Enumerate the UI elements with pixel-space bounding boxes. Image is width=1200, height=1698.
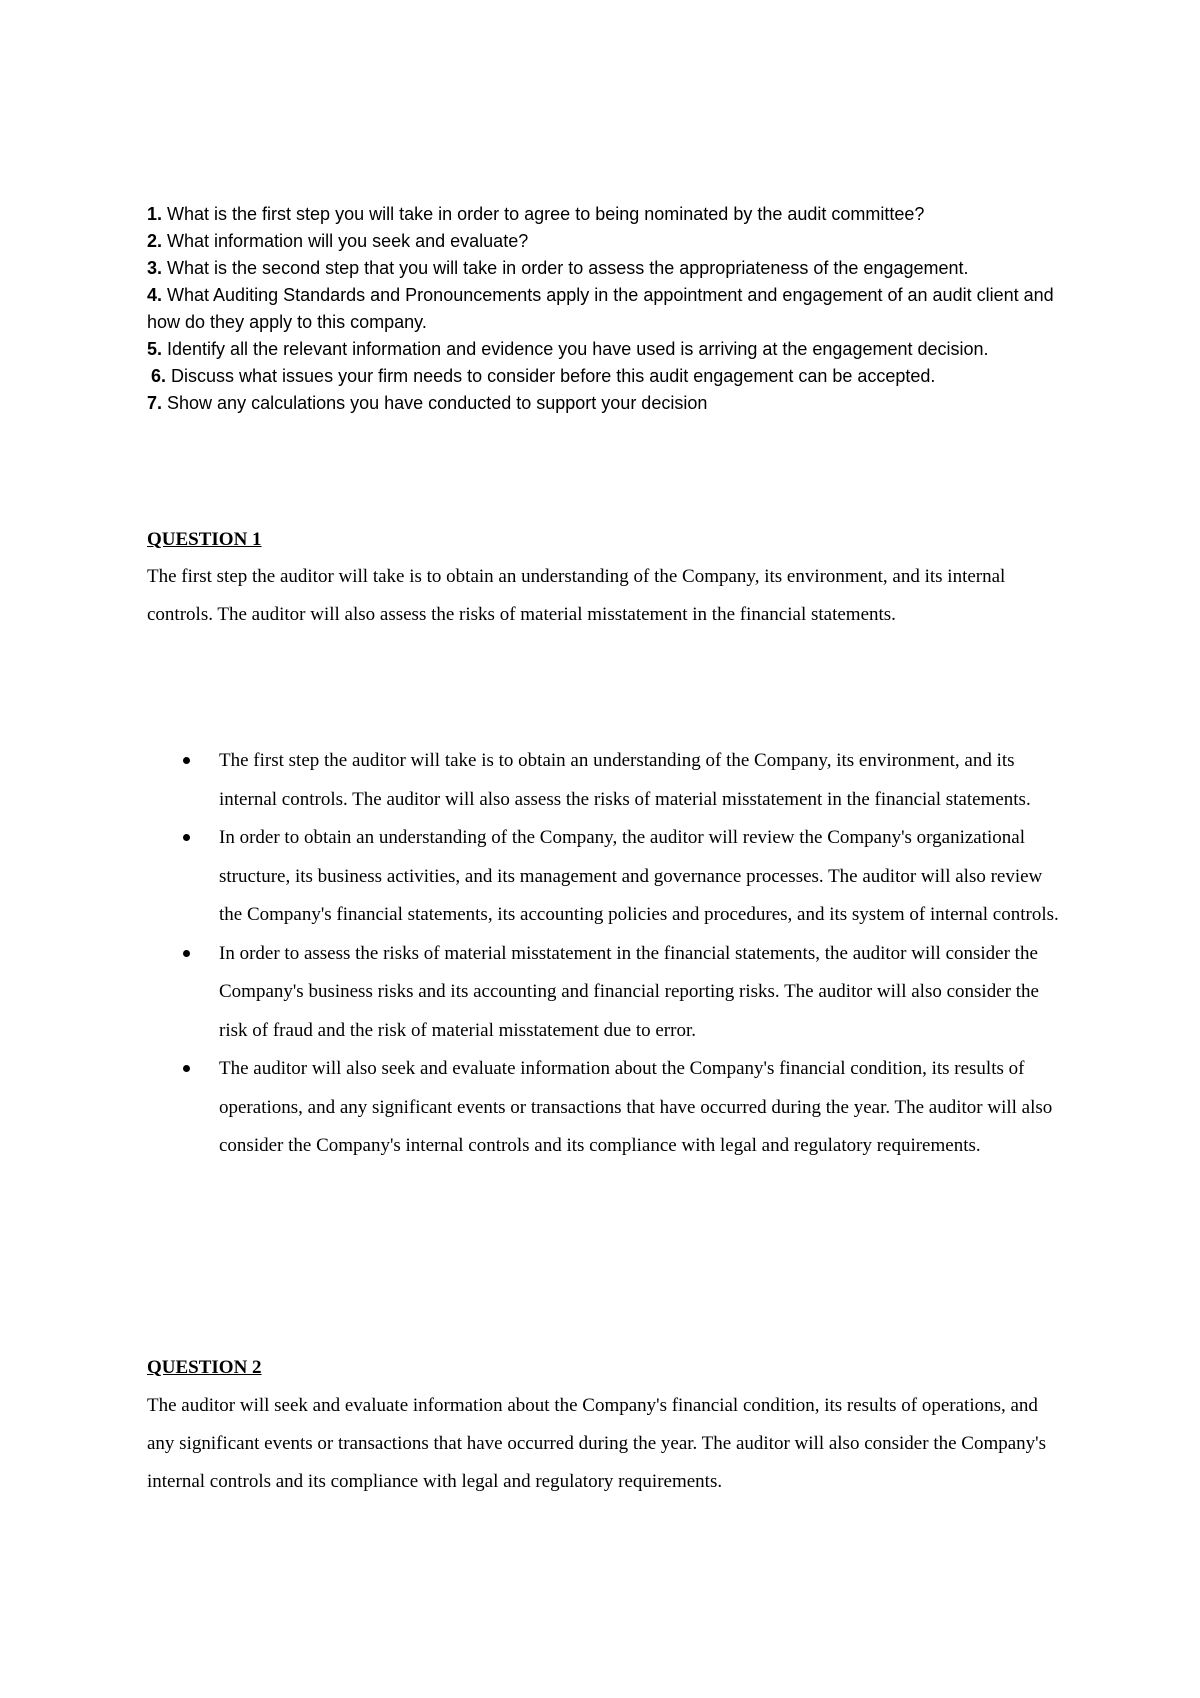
question-2-section	[147, 1354, 1067, 1501]
question-item-7	[147, 390, 1067, 417]
question-item-2	[147, 228, 1067, 255]
question-text: Show any calculations you have conducted to support your decision	[162, 393, 708, 413]
question-text: Discuss what issues your firm needs to consider before this audit engagement can be accepted.	[166, 366, 936, 386]
bullet-text: The first step the auditor will take is to obtain an understanding of the Company, its environment, and its internal controls. The auditor will also assess the risks of material misstatement in the financial statements.	[219, 750, 1031, 810]
question-item-1	[147, 201, 1067, 228]
question-text: What is the second step that you will take in order to assess the appropriateness of the engagement.	[162, 258, 969, 278]
question-number: 3.	[147, 258, 163, 278]
question-text: What is the first step you will take in order to agree to being nominated by the audit committee?	[162, 204, 925, 224]
bullet-text: In order to obtain an understanding of the Company, the auditor will review the Company's organizational structure, its business activities, and its management and governance processes. The auditor will also review the Company's financial statements, its accounting policies and procedures, and its system of internal controls.	[219, 827, 1059, 925]
question-item-5	[147, 336, 1067, 363]
bullet-item	[147, 742, 1067, 819]
bullet-icon	[183, 1065, 190, 1072]
bullet-item	[147, 819, 1067, 935]
bullet-item	[147, 1050, 1067, 1166]
question-list	[147, 201, 1067, 417]
question-item-3	[147, 255, 1067, 282]
bullet-text: In order to assess the risks of material misstatement in the financial statements, the auditor will consider the Company's business risks and its accounting and financial reporting risks. The auditor will also consider the risk of fraud and the risk of material misstatement due to error.	[219, 942, 1039, 1041]
question-number: 4.	[147, 285, 163, 305]
question-2-heading: QUESTION 2	[147, 1357, 262, 1378]
question-text: What information will you seek and evaluate?	[162, 231, 529, 251]
bullet-icon	[183, 950, 190, 957]
bullet-icon	[183, 757, 190, 764]
question-text: What Auditing Standards and Pronouncements apply in the appointment and engagement of an audit client and how do they apply to this company.	[147, 285, 1054, 332]
question-number: 7.	[147, 393, 163, 413]
question-number: 6.	[151, 366, 167, 386]
question-number: 2.	[147, 231, 163, 251]
question-1-paragraph: The first step the auditor will take is to obtain an understanding of the Company, its environment, and its internal controls. The auditor will also assess the risks of material misstatement in the financial statements.	[147, 566, 1006, 625]
question-item-6	[147, 363, 1067, 390]
question-1-bullet-list	[147, 742, 1067, 1166]
question-2-paragraph: The auditor will seek and evaluate information about the Company's financial condition, its results of operations, and any significant events or transactions that have occurred during the year. The auditor will also consider the Company's internal controls and its compliance with legal and regulatory requirements.	[147, 1395, 1046, 1492]
bullet-icon	[183, 834, 190, 841]
question-text: Identify all the relevant information and evidence you have used is arriving at the engagement decision.	[162, 339, 989, 359]
question-1-section	[147, 526, 1067, 634]
question-number: 5.	[147, 339, 163, 359]
question-number: 1.	[147, 204, 163, 224]
question-item-4	[147, 282, 1067, 336]
question-1-heading: QUESTION 1	[147, 529, 262, 550]
bullet-text: The auditor will also seek and evaluate information about the Company's financial condition, its results of operations, and any significant events or transactions that have occurred during the year. The auditor will also consider the Company's internal controls and its compliance with legal and regulatory requirements.	[219, 1058, 1053, 1156]
bullet-item	[147, 935, 1067, 1051]
